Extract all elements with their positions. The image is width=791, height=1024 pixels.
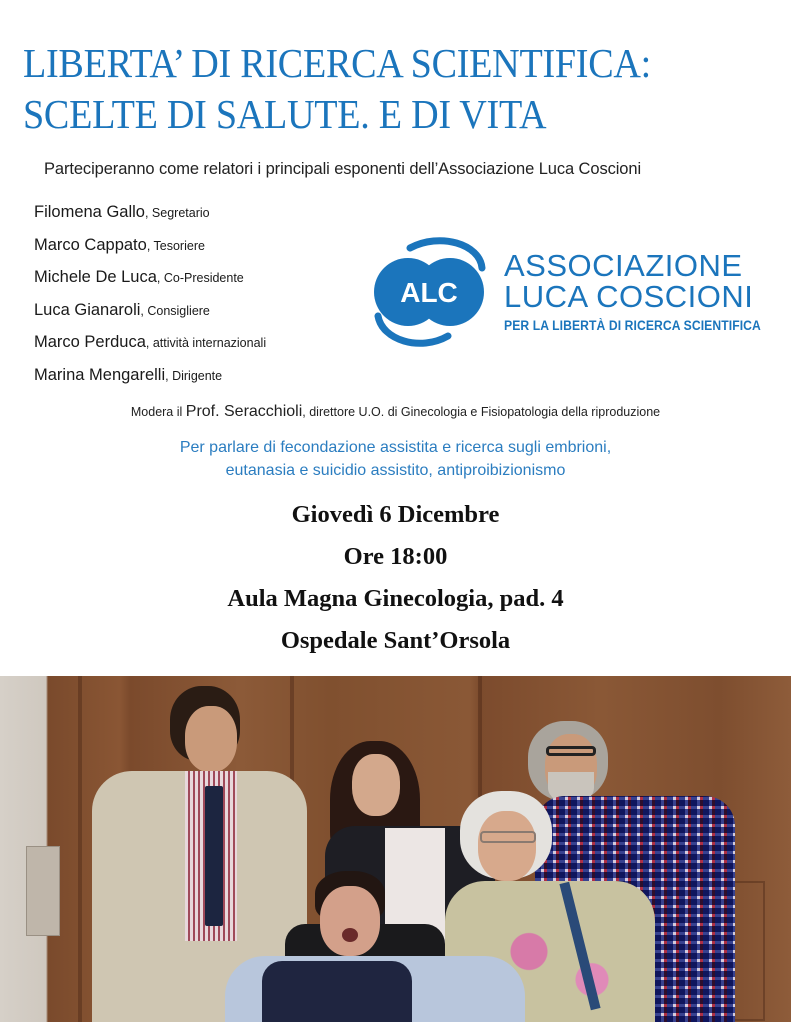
person-glasses [480, 831, 536, 843]
event-date: Giovedì 6 Dicembre [291, 501, 500, 528]
moderator-line [0, 403, 791, 421]
topics-line-1: Per parlare di fecondazione assistita e ricerca sugli embrioni, [179, 439, 612, 456]
speaker-name: Michele De Luca [34, 268, 157, 287]
group-photo [0, 676, 791, 1022]
speaker-name: Marco Perduca [34, 333, 146, 352]
event-place: Ospedale Sant’Orsola [280, 627, 511, 654]
event-time: Ore 18:00 [343, 543, 448, 570]
topics-line-2: eutanasia e suicidio assistito, antiproibizionismo [225, 462, 566, 479]
speaker-list [34, 203, 364, 399]
door-panel-line [78, 676, 82, 1022]
moderator-suffix: , direttore U.O. di Ginecologia e Fisiopatologia della riproduzione [302, 405, 661, 419]
person-tie [205, 786, 223, 926]
speaker-item [34, 366, 364, 399]
poster-title [23, 38, 739, 140]
speaker-item [34, 301, 364, 334]
speaker-role: , Dirigente [165, 368, 223, 383]
person-mouth [342, 928, 358, 942]
speaker-name: Filomena Gallo [34, 203, 145, 221]
event-details [0, 494, 791, 662]
speaker-item [34, 268, 364, 301]
person-face [352, 754, 400, 816]
intro-text: Parteciperanno come relatori i principali esponenti dell’Associazione Luca Coscioni [44, 160, 642, 178]
alc-logo [370, 234, 780, 350]
speaker-item [34, 236, 364, 269]
logo-line-2: LUCA COSCIONI [504, 279, 754, 314]
svg-text:ALC: ALC [400, 277, 458, 308]
moderator-prefix: Modera il [130, 405, 186, 419]
speaker-role: , Co-Presidente [156, 271, 244, 286]
speaker-role: , attività internazionali [145, 336, 267, 351]
logo-line-1: ASSOCIAZIONE [504, 248, 743, 283]
speaker-item [34, 333, 364, 366]
speaker-role: , Segretario [144, 206, 210, 220]
event-venue: Aula Magna Ginecologia, pad. 4 [227, 585, 564, 612]
moderator-name: Prof. Seracchioli [185, 403, 303, 420]
person-face [320, 886, 380, 956]
topics-text [0, 436, 791, 482]
logo-text [504, 250, 789, 333]
speaker-name: Marina Mengarelli [34, 365, 166, 384]
person-vest [262, 961, 412, 1022]
speaker-role: , Consigliere [140, 303, 210, 318]
speaker-name: Marco Cappato [34, 235, 147, 254]
alc-logo-mark-icon [370, 234, 490, 350]
person-face [478, 811, 536, 881]
title-line-2: SCELTE DI SALUTE. E DI VITA [23, 91, 547, 137]
speaker-name: Luca Gianaroli [34, 300, 141, 319]
speaker-item [34, 203, 364, 236]
wall-intercom [26, 846, 60, 936]
person-glasses [546, 746, 596, 756]
title-line-1: LIBERTA’ DI RICERCA SCIENTIFICA: [23, 40, 651, 86]
speaker-role: , Tesoriere [146, 238, 205, 253]
logo-subtitle: PER LA LIBERTÀ DI RICERCA SCIENTIFICA [504, 318, 761, 333]
person-face [185, 706, 237, 772]
